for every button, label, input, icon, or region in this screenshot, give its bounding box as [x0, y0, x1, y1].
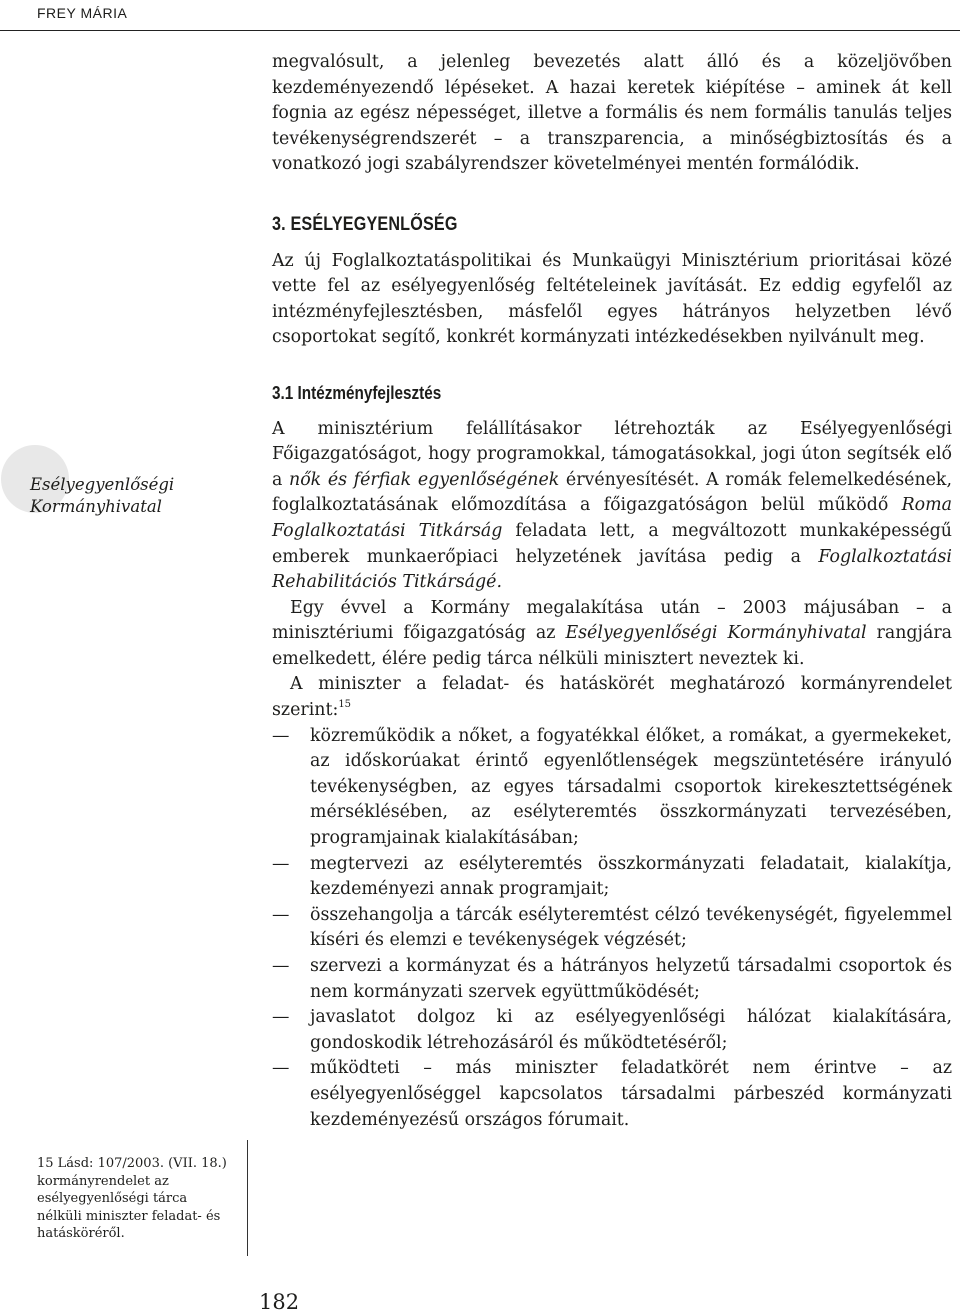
italic-span: nők és férfiak egyenlőségének: [289, 469, 560, 490]
paragraph-ministry: [272, 417, 952, 596]
subsection-heading: 3.1 Intézményfejlesztés: [272, 382, 442, 403]
italic-span: Roma Foglalkoztatási Titkárság: [272, 495, 952, 541]
text-span: A miniszter a feladat- és hatáskörét meghatározó kormányrendelet szerint:: [272, 674, 952, 721]
italic-span: Foglalkoztatási Rehabilitációs Titkárságé.: [272, 546, 952, 593]
text-span: A minisztérium felállításakor létrehozták az Esélyegyenlőségi Főigazgatóságot, hogy programokkal, támogatásokkal, jogi úton segítsék elő a: [272, 418, 952, 490]
text-span: rangjára emelkedett, élére pedig tárca nélküli minisztert neveztek ki.: [272, 623, 952, 669]
italic-span: Esélyegyenlőségi Kormányhivatal: [565, 623, 867, 644]
list-item: — javaslatot dolgoz ki az esélyegyenlőségi hálózat kialakítására, gondoskodik létrehozásáról és működtetéséről;: [272, 1005, 952, 1056]
margin-note-line: Esélyegyenlőségi: [30, 475, 175, 494]
running-header-author: FREY MÁRIA: [37, 5, 128, 21]
list-item: — összehangolja a tárcák esélyteremtést célzó tevékenységét, figyelemmel kíséri és elemzi e tevékenységek végzését;: [272, 903, 952, 954]
margin-note: [30, 474, 190, 518]
section-heading: 3. ESÉLYEGYENLŐSÉG: [272, 213, 458, 235]
intro-paragraph: megvalósult, a jelenleg bevezetés alatt álló és a közeljövőben kezdeményezendő lépéseket. A hazai keretek kiépítése – aminek át kell fognia az egész népességet, illetve a formális és nem formális tanulás teljes tevékenységrendszerét – a transzparencia, a minőségbiztosítás és a vonatkozó jogi szabályrendszer követelményei mentén formálódik.: [272, 52, 952, 175]
header-rule: [0, 30, 960, 31]
list-item: — működteti – más miniszter feladatkörét nem érintve – az esélyegyenlőséggel kapcsolatos társadalmi párbeszéd kormányzati kezdeményezésű országos fórumait.: [272, 1056, 952, 1133]
duties-list: [272, 724, 952, 1134]
text-span: Egy évvel a Kormány megalakítása után – 2003 májusában – a minisztériumi főigazgatóság az: [272, 597, 952, 644]
paragraph-government: [272, 596, 952, 673]
footnote-divider: [247, 1140, 248, 1256]
paragraph-minister: [272, 672, 952, 723]
margin-note-line: Kormányhivatal: [30, 497, 162, 516]
main-text-column: [272, 50, 952, 1133]
footnote: 15 Lásd: 107/2003. (VII. 18.) kormányrendelet az esélyegyenlőségi tárca nélküli miniszter feladat- és hatásköréről.: [37, 1156, 227, 1241]
section-paragraph: Az új Foglalkoztatáspolitikai és Munkaügyi Minisztérium prioritásai közé vette fel az esélyegyenlőség feltételeinek javítását. Ez eddig egyfelől az intézményfejlesztésben, másfelől egyes hátrányos helyzetben lévő csoportokat segítő, konkrét kormányzati intézkedésekben nyilvánult meg.: [272, 250, 952, 348]
list-item: — szervezi a kormányzat és a hátrányos helyzetű társadalmi csoportok és nem kormányzati szervek együttműködését;: [272, 954, 952, 1005]
text-span: érvényesítését. A romák felemelkedésének, foglalkoztatásának előmozdítása a főigazgatóságon belül működő: [272, 469, 952, 516]
text-span: feladata lett, a megváltozott munkaképességű emberek munkaerőpiaci helyzetének javítása pedig a: [272, 520, 952, 567]
footnote-ref: 15: [338, 699, 352, 711]
list-item: — megtervezi az esélyteremtés összkormányzati feladatait, kialakítja, kezdeményezi annak programjait;: [272, 852, 952, 903]
list-item: — közreműködik a nőket, a fogyatékkal élőket, a romákat, a gyermekeket, az időskorúakat érintő egyenlőtlenségek megszüntetésére irányuló tevékenységben, az egyes társadalmi csoportok kirekesztettségének mérséklésében, az esélyteremtés összkormányzati tervezésében, programjainak kialakításában;: [272, 724, 952, 852]
page-number: 182: [259, 1290, 300, 1314]
